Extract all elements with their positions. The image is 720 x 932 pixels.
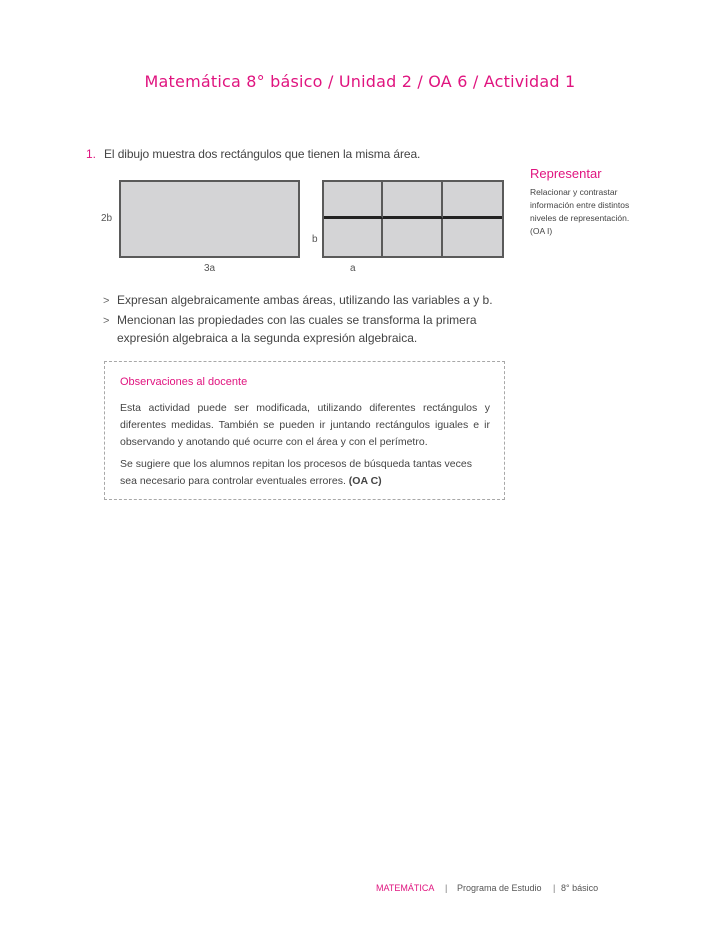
indicator-text-continued: expresión algebraica a la segunda expresión algebraica.: [117, 331, 418, 345]
teacher-notes-paragraph: Esta actividad puede ser modificada, utilizando diferentes rectángulos y diferentes medidas. También se pueden ir juntando rectángulos iguales e ir observando y anotando qué ocurre con el área y con el perímetro.: [120, 402, 490, 448]
right-rect-width-label: a: [350, 263, 356, 274]
chevron-right-icon: >: [103, 315, 110, 327]
footer-subject: MATEMÁTICA: [376, 883, 435, 893]
grid-cell: [383, 182, 442, 219]
indicator-item: [103, 313, 477, 327]
footer-program: Programa de Estudio: [457, 883, 542, 893]
skill-title: Representar: [530, 166, 602, 181]
right-rectangle-grid: [322, 180, 504, 258]
footer-grade: 8° básico: [561, 883, 599, 893]
indicator-item: [103, 293, 493, 307]
footer-separator: |: [553, 883, 556, 893]
grid-cell: [324, 182, 383, 219]
footer-separator: |: [445, 883, 448, 893]
teacher-notes-title: Observaciones al docente: [120, 376, 248, 388]
question-text: El dibujo muestra dos rectángulos que tienen la misma área.: [104, 147, 421, 161]
grid-cell: [443, 182, 502, 219]
teacher-notes-paragraph: [120, 456, 490, 490]
grid-cell: [383, 219, 442, 256]
teacher-notes-text: Se sugiere que los alumnos repitan los procesos de búsqueda tantas veces sea necesario para controlar eventuales errores.: [120, 458, 472, 487]
chevron-right-icon: >: [103, 295, 110, 307]
left-rect-height-label: 2b: [101, 213, 113, 224]
question-number: 1.: [86, 147, 97, 161]
grid-cell: [324, 219, 383, 256]
right-rect-height-label: b: [312, 234, 318, 245]
skill-description: Relacionar y contrastar información entre distintos niveles de representación. (OA I): [530, 187, 630, 236]
left-rect-width-label: 3a: [204, 263, 216, 274]
left-rectangle: [119, 180, 300, 258]
grid-cell: [443, 219, 502, 256]
page-title: Matemática 8° básico / Unidad 2 / OA 6 / Actividad 1: [144, 72, 576, 91]
indicator-text: Expresan algebraicamente ambas áreas, utilizando las variables a y b.: [117, 293, 493, 307]
oa-reference: (OA C): [348, 475, 382, 487]
indicator-text: Mencionan las propiedades con las cuales se transforma la primera: [117, 313, 477, 327]
